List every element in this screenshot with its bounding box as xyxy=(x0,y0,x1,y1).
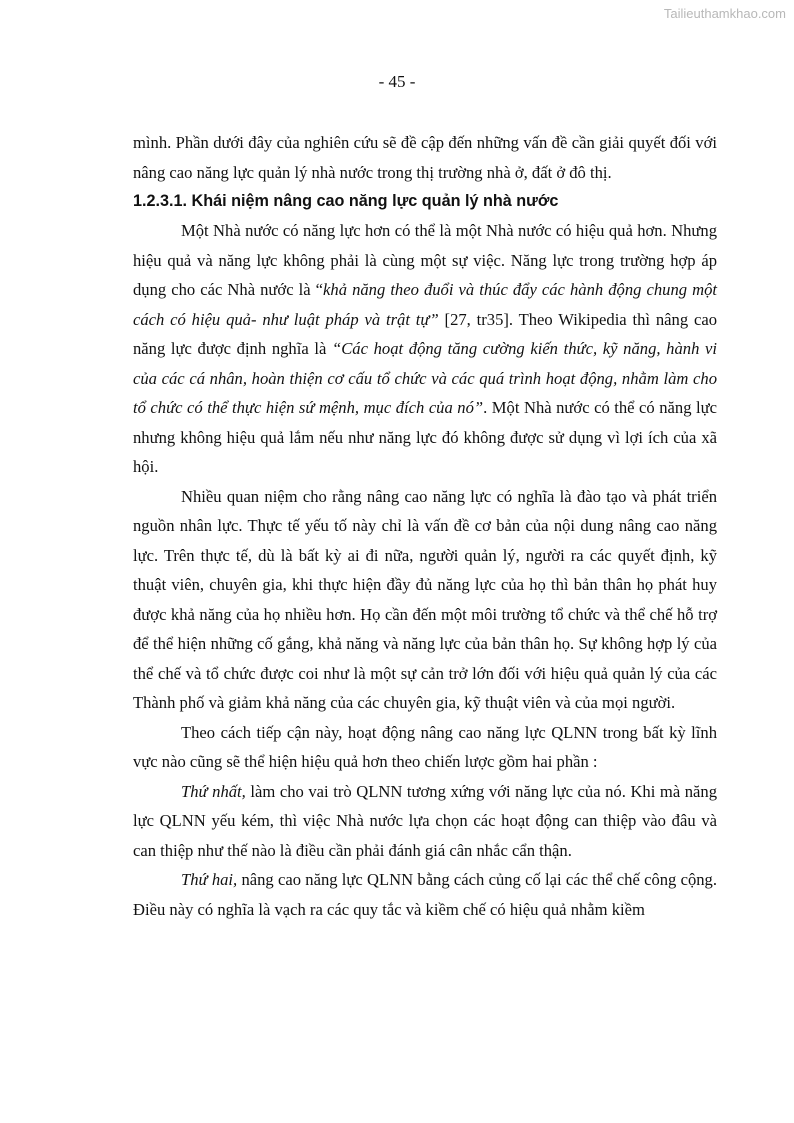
lead-italic: Thứ hai, xyxy=(181,870,238,889)
paragraph-first-part xyxy=(133,777,717,866)
paragraph-approach: Theo cách tiếp cận này, hoạt động nâng cao năng lực QLNN trong bất kỳ lĩnh vực nào cũng sẽ thể hiện hiệu quả hơn theo chiến lược gồm hai phần : xyxy=(133,722,717,771)
paragraph-text: [27, tr35]. Theo Wikipedia thì nâng cao năng lực được định nghĩa là xyxy=(133,309,717,358)
quote-italic: “Các hoạt động tăng cường kiến thức, kỹ năng, hành vi của các cá nhân, hoàn thiện cơ cấu tổ chức và các quá trình hoạt động, nhằm làm cho tổ chức có thể thực hiện sứ mệnh, mục đích của nó” xyxy=(133,339,718,417)
quote-italic: khả năng theo đuổi và thúc đẩy các hành động chung một cách có hiệu quả- như luật pháp và trật tự” xyxy=(133,280,717,329)
document-body xyxy=(133,128,717,924)
page-number: - 45 - xyxy=(378,72,416,91)
paragraph-second-part xyxy=(133,865,717,924)
paragraph-human-resources: Nhiều quan niệm cho rằng nâng cao năng lực có nghĩa là đào tạo và phát triển nguồn nhân lực. Thực tế yếu tố này chỉ là vấn đề cơ bản của nội dung nâng cao năng lực. Trên thực tế, dù là bất kỳ ai đi nữa, người quản lý, người ra các quyết định, kỹ thuật viên, chuyên gia, khi thực hiện đầy đủ năng lực của họ thì bản thân họ phát huy được khả năng của họ nhiều hơn. Họ cần đến một môi trường tổ chức và thể chế hỗ trợ để thể hiện những cố gắng, khả năng và năng lực của bản thân họ. Sự không hợp lý của thể chế và tổ chức được coi như là một sự cản trở lớn đối với hiệu quả quản lý của các Thành phố và giảm khả năng của các chuyên gia, kỹ thuật viên và của mọi người. xyxy=(133,486,717,712)
paragraph-definition xyxy=(133,216,717,482)
paragraph-continuation: mình. Phần dưới đây của nghiên cứu sẽ đề cập đến những vấn đề cần giải quyết đối với nâng cao năng lực quản lý nhà nước trong thị trường nhà ở, đất ở đô thị. xyxy=(133,133,717,182)
paragraph-text: nâng cao năng lực QLNN bằng cách củng cố lại các thể chế công cộng. Điều này có nghĩa là vạch ra các quy tắc và kiềm chế có hiệu quả nhằm kiềm xyxy=(133,870,718,919)
watermark: Tailieuthamkhao.com xyxy=(663,6,786,21)
paragraph-text: làm cho vai trò QLNN tương xứng với năng lực của nó. Khi mà năng lực QLNN yếu kém, thì việc Nhà nước lựa chọn các hoạt động can thiệp vào đâu và can thiệp như thế nào là điều cần phải đánh giá cân nhắc cẩn thận. xyxy=(133,781,718,860)
paragraph-text: Một Nhà nước có năng lực hơn có thể là một Nhà nước có hiệu quả hơn. Nhưng hiệu quả và năng lực không phải là cùng một sự việc. Năng lực trong trường hợp áp dụng cho các Nhà nước là “ xyxy=(133,221,717,299)
section-heading: 1.2.3.1. Khái niệm nâng cao năng lực quản lý nhà nước xyxy=(133,192,559,210)
paragraph-text: . Một Nhà nước có thể có năng lực nhưng không hiệu quả lắm nếu như năng lực đó không được sử dụng vì lợi ích của xã hội. xyxy=(133,398,717,476)
lead-italic: Thứ nhất, xyxy=(181,781,246,801)
